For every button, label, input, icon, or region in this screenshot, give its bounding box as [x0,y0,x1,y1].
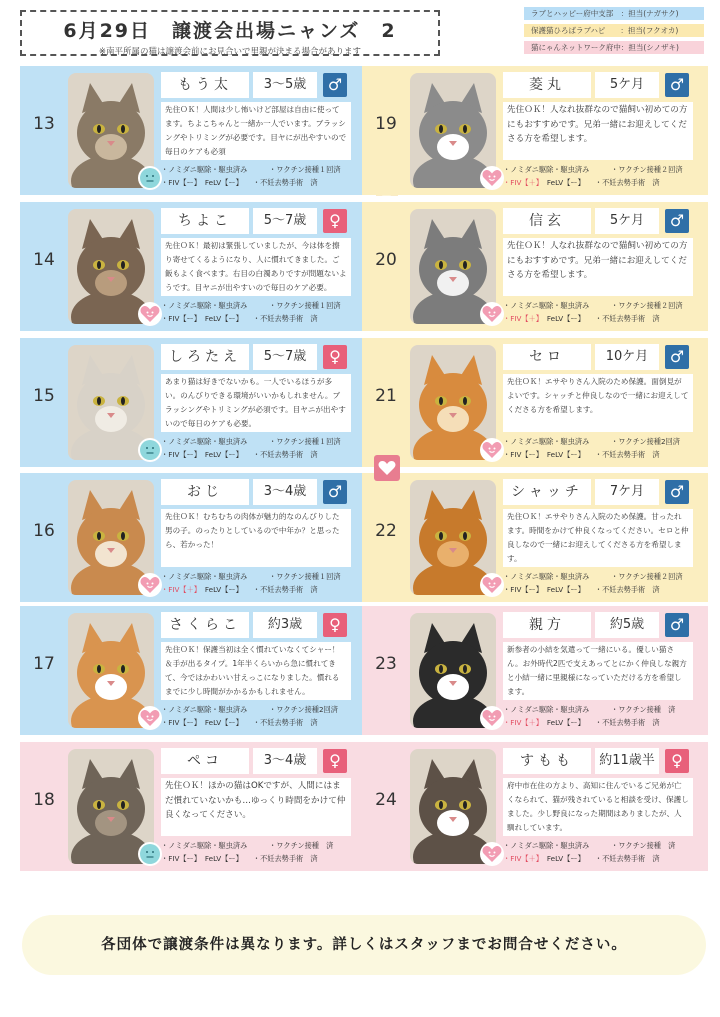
cat-card [20,66,366,195]
fiv-status: ・FIV【ー】 [161,718,201,727]
cat-description: 先住ＯＫ！人なれ抜群なので猫飼い初めての方にもおすすめです。兄弟一緒にお迎えしてくださる方を希望します。 [503,238,693,296]
medical-row-2 [161,854,318,864]
felv-status: FeLV【ー】 [546,718,585,727]
parasite-treatment: ・ノミダニ駆除・駆虫済み [161,437,248,446]
felv-status: FeLV【ー】 [546,314,585,323]
cat-name: シャッチ [503,479,591,505]
cat-age: 3～5歳 [253,72,317,98]
fiv-status: ・FIV【＋】 [503,718,543,727]
spay-neuter-status: ・不妊去勢手術 済 [594,450,660,459]
medical-row-1 [161,841,333,851]
cat-name: 菱丸 [503,72,591,98]
vaccination-status: ・ワクチン接種１回済 [269,572,341,581]
cat-description: 先住ＯＫ！むちむちの肉体が魅力的なのんびりした男の子。のったりとしているので中年か？と思ったら、若かった！ [161,509,351,567]
heart-face-icon [138,573,162,597]
medical-row-2 [161,450,318,460]
male-icon: ♂ [323,73,347,97]
heart-face-icon [480,842,504,866]
spay-neuter-status: ・不妊去勢手術 済 [594,178,660,187]
male-icon: ♂ [665,345,689,369]
cat-description: 先住ＯＫ！人なれ抜群なので猫飼い初めての方にもおすすめです。兄弟一緒にお迎えしてくださる方を希望します。 [503,102,693,160]
card-number: 21 [375,386,397,406]
heart-face-icon [138,706,162,730]
medical-row-2 [161,585,318,595]
vaccination-status: ・ワクチン接種２回済 [611,165,683,174]
heart-face-icon [480,438,504,462]
parasite-treatment: ・ノミダニ駆除・駆虫済み [161,301,248,310]
medical-row-2 [503,585,660,595]
footer-notice: 各団体で譲渡条件は異なります。詳しくはスタッフまでお問合せください。 [22,915,706,975]
cat-age: 5ケ月 [595,72,659,98]
female-icon: ♀ [323,749,347,773]
spay-neuter-status: ・不妊去勢手術 済 [252,450,318,459]
medical-row-1 [503,301,683,311]
cat-age: 約11歳半 [595,748,659,774]
neutral-face-icon [138,842,162,866]
fiv-status: ・FIV【＋】 [503,854,543,863]
heart-face-icon [480,166,504,190]
vaccination-status: ・ワクチン接種2回済 [269,705,338,714]
medical-row-2 [503,178,660,188]
felv-status: FeLV【ー】 [546,585,585,594]
cat-name: 親方 [503,612,591,638]
female-icon: ♀ [665,749,689,773]
cat-card [362,202,708,331]
parasite-treatment: ・ノミダニ駆除・駆虫済み [503,841,590,850]
medical-row-1 [503,572,683,582]
medical-row-2 [161,314,318,324]
legend-blue: ラブとハッピー府中支部 ：担当(ナガサク) [524,7,704,20]
female-icon: ♀ [323,345,347,369]
medical-row-1 [503,165,683,175]
medical-row-2 [503,450,660,460]
cat-card [20,202,366,331]
cat-card [20,606,366,735]
fiv-status: ・FIV【ー】 [503,450,543,459]
card-number: 18 [33,790,55,810]
legend-yellow: 保護猫ひろばラブハピ ：担当(フクオカ) [524,24,704,37]
fiv-status: ・FIV【ー】 [503,585,543,594]
spay-neuter-status: ・不妊去勢手術 済 [594,585,660,594]
card-number: 24 [375,790,397,810]
felv-status: FeLV【ー】 [204,585,243,594]
heart-face-icon [480,302,504,326]
vaccination-status: ・ワクチン接種 済 [269,841,334,850]
felv-status: FeLV【ー】 [204,854,243,863]
vaccination-status: ・ワクチン接種２回済 [611,301,683,310]
medical-row-2 [503,854,660,864]
cat-name: セロ [503,344,591,370]
heart-face-icon [138,302,162,326]
fiv-status: ・FIV【ー】 [161,314,201,323]
card-number: 17 [33,654,55,674]
cat-age: 5～7歳 [253,344,317,370]
cat-age: 3～4歳 [253,748,317,774]
cat-card [362,606,708,735]
cat-name: ちよこ [161,208,249,234]
parasite-treatment: ・ノミダニ駆除・駆虫済み [161,841,248,850]
card-number: 20 [375,250,397,270]
parasite-treatment: ・ノミダニ駆除・駆虫済み [161,705,248,714]
fiv-status: ・FIV【ー】 [161,178,201,187]
cat-age: 3～4歳 [253,479,317,505]
vaccination-status: ・ワクチン接種１回済 [269,301,341,310]
cat-description: 先住ＯＫ！エサやりさん入院のため保護。甘ったれます。時間をかけて仲良くなってください。セロと仲良しなので一緒にお迎えしてくださる方を希望します。 [503,509,693,567]
medical-row-1 [503,841,675,851]
parasite-treatment: ・ノミダニ駆除・駆虫済み [161,572,248,581]
card-number: 14 [33,250,55,270]
felv-status: FeLV【ー】 [546,450,585,459]
page-title: 6月29日 譲渡会出場ニャンズ 2 [63,20,397,42]
parasite-treatment: ・ノミダニ駆除・駆虫済み [503,705,590,714]
female-icon: ♀ [323,209,347,233]
male-icon: ♂ [665,613,689,637]
spay-neuter-status: ・不妊去勢手術 済 [594,718,660,727]
spay-neuter-status: ・不妊去勢手術 済 [252,585,318,594]
felv-status: FeLV【ー】 [204,718,243,727]
cat-age: 7ケ月 [595,479,659,505]
medical-row-2 [161,718,318,728]
vaccination-status: ・ワクチン接種１回済 [269,165,341,174]
medical-row-2 [503,718,660,728]
cat-age: 5～7歳 [253,208,317,234]
cat-name: もう太 [161,72,249,98]
parasite-treatment: ・ノミダニ駆除・駆虫済み [503,301,590,310]
medical-row-1 [161,705,338,715]
spay-neuter-status: ・不妊去勢手術 済 [252,854,318,863]
cat-card [362,473,708,602]
cat-card [362,66,708,195]
cat-name: しろたえ [161,344,249,370]
vaccination-status: ・ワクチン接種２回済 [611,572,683,581]
cat-description: 先住ＯＫ！最初は緊張していましたが、今は体を擦り寄せてくるようになり、人に慣れてきました。ご飯もよく食べます。右目の白濁ありですが問題ないようです。目ヤニが出やすいので毎日のケア必要。 [161,238,351,296]
felv-status: FeLV【ー】 [546,178,585,187]
cat-age: 約3歳 [253,612,317,638]
spay-neuter-status: ・不妊去勢手術 済 [252,178,318,187]
felv-status: FeLV【ー】 [204,178,243,187]
heart-face-icon [480,706,504,730]
neutral-face-icon [138,438,162,462]
male-icon: ♂ [323,480,347,504]
medical-row-1 [503,437,680,447]
medical-row-1 [161,301,341,311]
cat-name: ペコ [161,748,249,774]
cat-description: 府中市在住の方より、高知に住んでいるご兄弟が亡くなられて、猫が残されていると相談を受け、保護しました。少し野良になった期間はありましたが、人馴れしています。 [503,778,693,836]
card-number: 22 [375,521,397,541]
medical-row-1 [503,705,675,715]
cat-description: あまり猫は好きでないかも。一人でいるほうが多い。のんびりできる環境がいいかもしれません。ブラッシングやトリミングが必須です。目ヤニが出やすいので毎日のケアも必要。 [161,374,351,432]
vaccination-status: ・ワクチン接種2回済 [611,437,680,446]
cat-description: 先住ＯＫ！人間は少し怖いけど部屋は自由に使ってます。ちよこちゃんと一緒か一人でいます。ブラッシングやトリミングが必要です。目ヤにが出やすいので毎日のケアも必須 [161,102,351,160]
cat-age: 5ケ月 [595,208,659,234]
card-number: 19 [375,114,397,134]
card-number: 23 [375,654,397,674]
felv-status: FeLV【ー】 [546,854,585,863]
cat-name: すもも [503,748,591,774]
cat-description: 新参者の小結を気遣って一緒にいる。優しい猫さん。お外時代2匹で支えあってとにかく仲良しな親方と小結一緒に里親様になっていただける方を希望します。 [503,642,693,700]
vaccination-status: ・ワクチン接種 済 [611,705,676,714]
legend-pink: 猫にゃんネットワーク府中：担当(シノザキ) [524,41,704,54]
cat-card [20,473,366,602]
parasite-treatment: ・ノミダニ駆除・駆虫済み [161,165,248,174]
spay-neuter-status: ・不妊去勢手術 済 [252,314,318,323]
cat-age: 約5歳 [595,612,659,638]
spay-neuter-status: ・不妊去勢手術 済 [252,718,318,727]
spay-neuter-status: ・不妊去勢手術 済 [594,314,660,323]
cat-description: 先住ＯＫ！保護当初は全く慣れていなくてシャー！＆手が出るタイプ。1年半くらいから急に慣れてきて、今ではかわいい甘えっこになりました。慣れるまでに少し時間がかかるかもしれません。 [161,642,351,700]
male-icon: ♂ [665,209,689,233]
medical-row-1 [161,437,341,447]
cat-description: 先住ＯＫ！エサやりさん入院のため保護。面倒見がよいです。シャッチと仲良しなので一緒にお迎えしてくださる方を希望します。 [503,374,693,432]
parasite-treatment: ・ノミダニ駆除・駆虫済み [503,165,590,174]
medical-row-1 [161,572,341,582]
cat-name: 信玄 [503,208,591,234]
female-icon: ♀ [323,613,347,637]
cat-card [20,338,366,467]
cat-description: 先住ＯＫ！ほかの猫はOKですが、人間にはまだ慣れていないかも…ゆっくり時間をかけて仲良くなってください。 [161,778,351,836]
cat-card [362,338,708,467]
parasite-treatment: ・ノミダニ駆除・駆虫済み [503,437,590,446]
fiv-status: ・FIV【＋】 [503,314,543,323]
fiv-status: ・FIV【＋】 [503,178,543,187]
cat-card [20,742,366,871]
spay-neuter-status: ・不妊去勢手術 済 [594,854,660,863]
felv-status: FeLV【ー】 [204,314,243,323]
title-banner [20,10,440,56]
vaccination-status: ・ワクチン接種１回済 [269,437,341,446]
male-icon: ♂ [665,480,689,504]
cat-age: 10ケ月 [595,344,659,370]
neutral-face-icon [138,166,162,190]
medical-row-1 [161,165,341,175]
title-note: ※南平所属の猫は譲渡会前にお見合いで里親が決まる場合があります [98,47,362,57]
cat-card [362,742,708,871]
card-number: 13 [33,114,55,134]
fiv-status: ・FIV【ー】 [161,854,201,863]
fiv-status: ・FIV【＋】 [161,585,201,594]
card-number: 15 [33,386,55,406]
parasite-treatment: ・ノミダニ駆除・駆虫済み [503,572,590,581]
felv-status: FeLV【ー】 [204,450,243,459]
heart-icon [374,455,400,481]
male-icon: ♂ [665,73,689,97]
vaccination-status: ・ワクチン接種 済 [611,841,676,850]
heart-face-icon [480,573,504,597]
card-number: 16 [33,521,55,541]
medical-row-2 [503,314,660,324]
cat-name: おじ [161,479,249,505]
fiv-status: ・FIV【ー】 [161,450,201,459]
medical-row-2 [161,178,318,188]
cat-name: さくらこ [161,612,249,638]
